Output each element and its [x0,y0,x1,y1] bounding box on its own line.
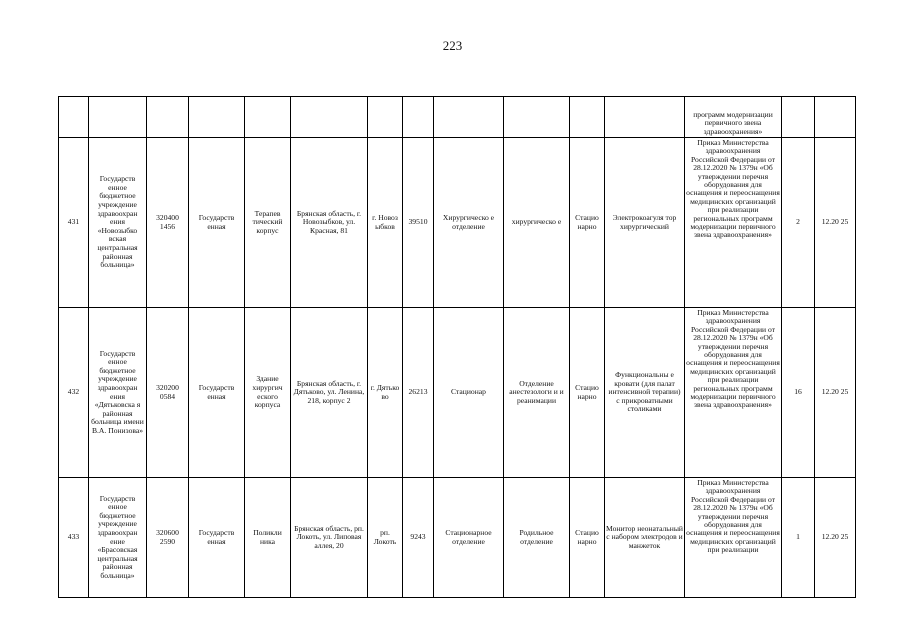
cell-locality: рп. Локоть [368,478,403,598]
cell-empty [434,97,504,138]
cell-date: 12.20 25 [815,138,856,308]
cell-empty [147,97,189,138]
cell-organization: Государств енное бюджетное учреждение здравоохран ение «Брасовская центральная районная больница» [89,478,147,598]
cell-profile: хирургическо е [504,138,570,308]
table-row [59,138,856,308]
cell-number: 431 [59,138,89,308]
cell-profile: Отделение анестезологи и и реанимации [504,308,570,478]
cell-ownership: Государств енная [189,138,245,308]
cell-index: 26213 [403,308,434,478]
cell-address: Брянская область, рп. Локоть, ул. Липовая аллея, 20 [291,478,368,598]
cell-care-type: Стацио нарно [570,308,605,478]
cell-ownership: Государств енная [189,308,245,478]
cell-care-type: Стацио нарно [570,478,605,598]
equipment-table [58,96,856,598]
cell-regulation: программ модернизации первичного звена здравоохранения» [685,97,782,138]
cell-locality: г. Новоз ыбков [368,138,403,308]
cell-empty [59,97,89,138]
cell-equipment: Функциональны е кровати (для палат интенсивной терапии) с прикроватными столиками [605,308,685,478]
cell-address: Брянская область, г. Новозыбков, ул. Красная, 81 [291,138,368,308]
cell-empty [782,97,815,138]
page-number: 223 [442,38,463,53]
cell-organization: Государств енное бюджетное учреждение здравоохран ения «Новозыбко вская центральная районная больница» [89,138,147,308]
cell-regulation: Приказ Министерства здравоохранения Российской Федерации от 28.12.2020 № 1379н «Об утверждении перечня оборудования для оснащения и переоснащения медицинских организаций при реализации региональных программ модернизации первичного звена здравоохранения» [685,138,782,308]
cell-empty [504,97,570,138]
cell-empty [815,97,856,138]
cell-building: Терапев тический корпус [245,138,291,308]
cell-quantity: 1 [782,478,815,598]
cell-department: Хирургическо е отделение [434,138,504,308]
cell-equipment: Монитор неонатальный с набором электродов и манжеток [605,478,685,598]
cell-building: Поликли ника [245,478,291,598]
cell-empty [570,97,605,138]
cell-care-type: Стацио нарно [570,138,605,308]
cell-index: 39510 [403,138,434,308]
cell-quantity: 2 [782,138,815,308]
cell-code: 320200 0584 [147,308,189,478]
cell-locality: г. Дятько во [368,308,403,478]
cell-code: 320400 1456 [147,138,189,308]
cell-date: 12.20 25 [815,308,856,478]
cell-number: 433 [59,478,89,598]
cell-profile: Родильное отделение [504,478,570,598]
cell-building: Здание хирургич еского корпуса [245,308,291,478]
cell-equipment: Электрокоагуля тор хирургический [605,138,685,308]
cell-empty [89,97,147,138]
cell-date: 12.20 25 [815,478,856,598]
cell-organization: Государств енное бюджетное учреждение здравоохран ения «Дятьковска я районная больница имени В.А. Понизова» [89,308,147,478]
cell-department: Стационарное отделение [434,478,504,598]
cell-regulation: Приказ Министерства здравоохранения Российской Федерации от 28.12.2020 № 1379н «Об утверждении перечня оборудования для оснащения и переоснащения медицинских организаций при реализации региональных программ модернизации первичного звена здравоохранения» [685,308,782,478]
cell-code: 320600 2590 [147,478,189,598]
table-row-continuation [59,97,856,138]
cell-number: 432 [59,308,89,478]
cell-address: Брянская область, г. Дятьково, ул. Ленина, 218, корпус 2 [291,308,368,478]
cell-empty [605,97,685,138]
cell-index: 9243 [403,478,434,598]
cell-empty [189,97,245,138]
cell-department: Стационар [434,308,504,478]
table-row [59,478,856,598]
cell-empty [403,97,434,138]
cell-empty [368,97,403,138]
cell-empty [245,97,291,138]
cell-empty [291,97,368,138]
cell-quantity: 16 [782,308,815,478]
cell-regulation: Приказ Министерства здравоохранения Российской Федерации от 28.12.2020 № 1379н «Об утверждении перечня оборудования для оснащения и переоснащения медицинских организаций при реализации [685,478,782,598]
table-row [59,308,856,478]
cell-ownership: Государств енная [189,478,245,598]
